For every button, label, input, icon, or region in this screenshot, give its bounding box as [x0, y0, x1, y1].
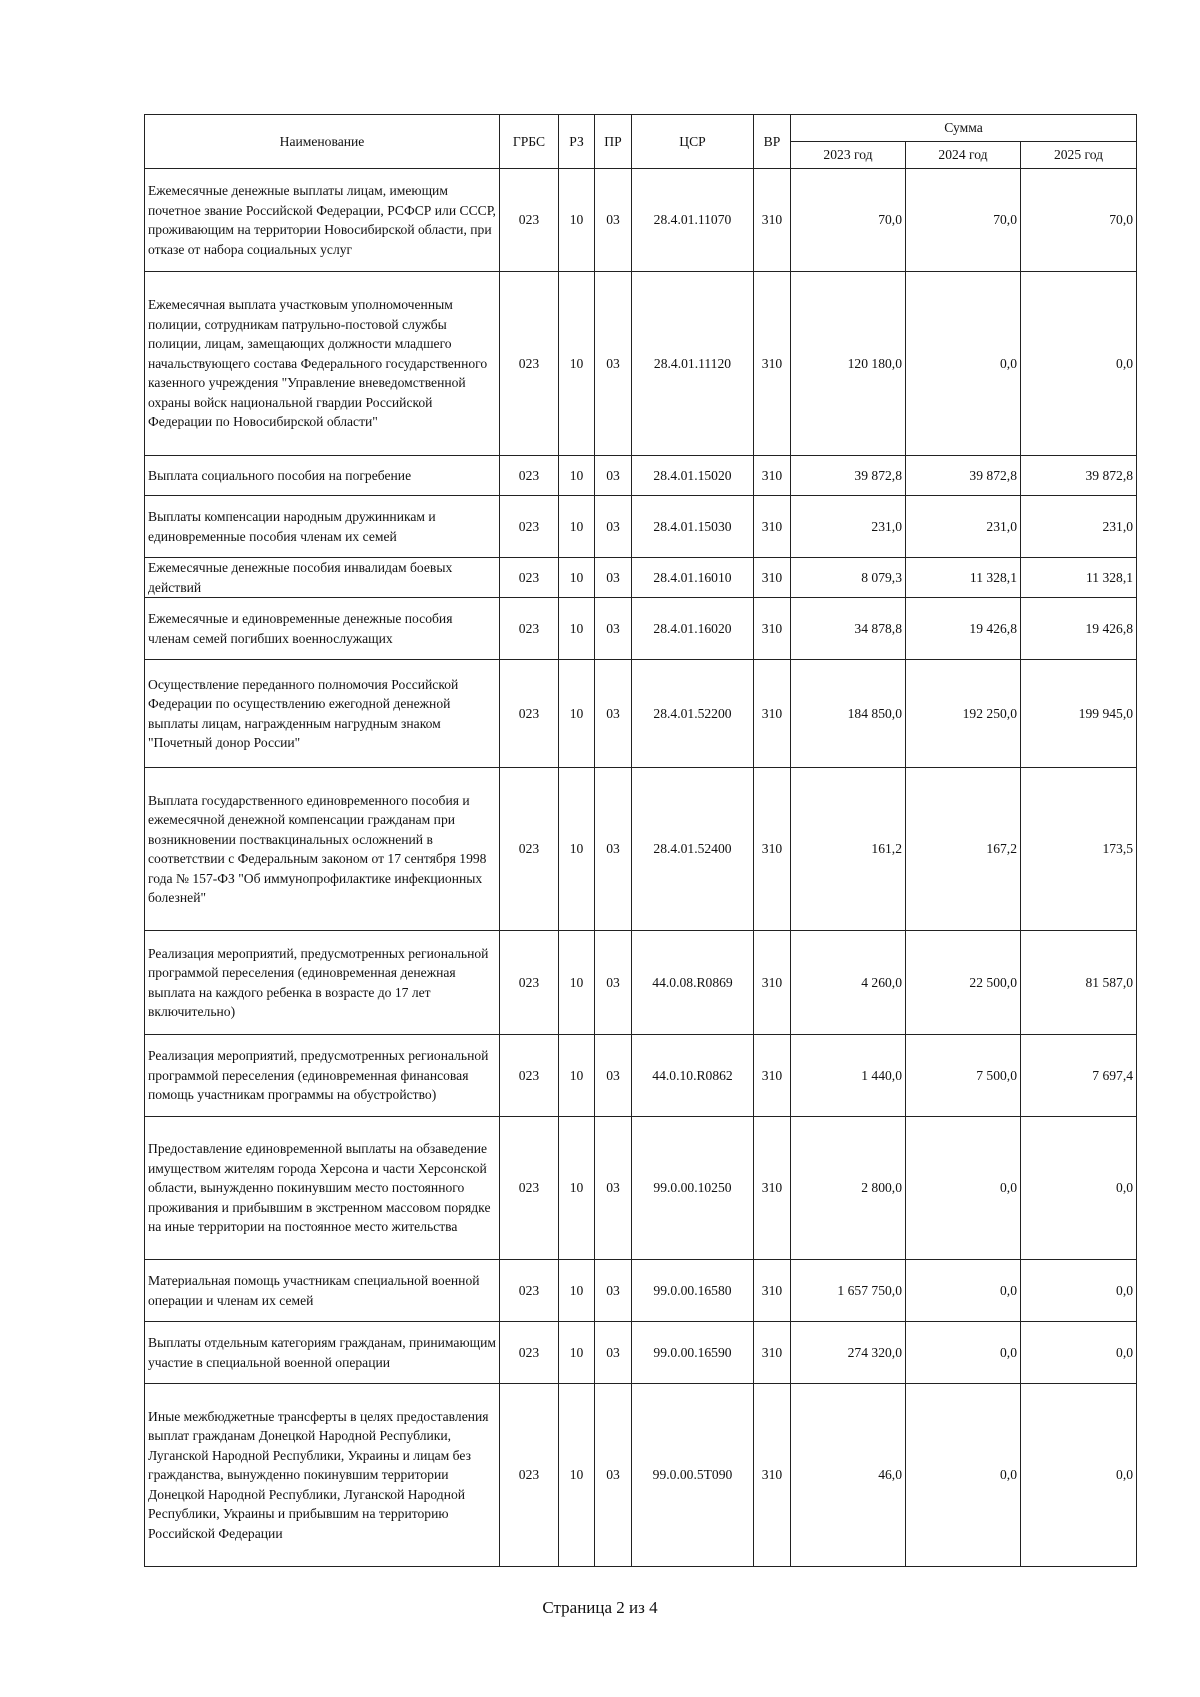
- row-sum-2024: 11 328,1: [906, 558, 1021, 598]
- row-rz: 10: [559, 1117, 595, 1260]
- row-csr: 44.0.10.R0862: [632, 1035, 754, 1117]
- row-grbs: 023: [500, 931, 559, 1035]
- row-sum-2023: 184 850,0: [791, 660, 906, 768]
- row-sum-2024: 7 500,0: [906, 1035, 1021, 1117]
- row-pr: 03: [595, 931, 632, 1035]
- row-pr: 03: [595, 660, 632, 768]
- row-sum-2025: 231,0: [1021, 496, 1137, 558]
- row-pr: 03: [595, 1322, 632, 1384]
- header-csr: ЦСР: [632, 115, 754, 169]
- row-sum-2023: 120 180,0: [791, 272, 906, 456]
- row-pr: 03: [595, 598, 632, 660]
- row-pr: 03: [595, 1035, 632, 1117]
- row-sum-2025: 0,0: [1021, 1260, 1137, 1322]
- row-sum-2024: 0,0: [906, 272, 1021, 456]
- row-csr: 28.4.01.16010: [632, 558, 754, 598]
- row-grbs: 023: [500, 1117, 559, 1260]
- row-rz: 10: [559, 1035, 595, 1117]
- row-csr: 99.0.00.5Т090: [632, 1384, 754, 1567]
- table-row: [145, 1260, 1137, 1322]
- table-row: [145, 496, 1137, 558]
- row-sum-2025: 0,0: [1021, 1117, 1137, 1260]
- row-sum-2025: 39 872,8: [1021, 456, 1137, 496]
- row-sum-2023: 1 440,0: [791, 1035, 906, 1117]
- table-row: [145, 660, 1137, 768]
- row-sum-2024: 231,0: [906, 496, 1021, 558]
- row-vr: 310: [754, 456, 791, 496]
- row-sum-2024: 70,0: [906, 169, 1021, 272]
- row-vr: 310: [754, 272, 791, 456]
- row-csr: 28.4.01.16020: [632, 598, 754, 660]
- row-sum-2025: 0,0: [1021, 1322, 1137, 1384]
- row-grbs: 023: [500, 660, 559, 768]
- row-sum-2024: 0,0: [906, 1117, 1021, 1260]
- row-sum-2025: 19 426,8: [1021, 598, 1137, 660]
- row-sum-2023: 274 320,0: [791, 1322, 906, 1384]
- row-sum-2024: 0,0: [906, 1260, 1021, 1322]
- row-rz: 10: [559, 272, 595, 456]
- table-row: [145, 1384, 1137, 1567]
- row-name: Выплата государственного единовременного пособия и ежемесячной денежной компенсации гражданам при возникновении поствакцинальных осложнений в соответствии с Федеральным законом от 17 сентября 1998 года № 157-ФЗ "Об иммунопрофилактике инфекционных болезней": [145, 768, 500, 931]
- table-row: [145, 1322, 1137, 1384]
- row-name: Ежемесячная выплата участковым уполномоченным полиции, сотрудникам патрульно-постовой службы полиции, лицам, замещающих должности младшего начальствующего состава Федерального государственного казенного учреждения "Управление вневедомственной охраны войск национальной гвардии Российской Федерации по Новосибирской области": [145, 272, 500, 456]
- row-name: Предоставление единовременной выплаты на обзаведение имуществом жителям города Херсона и части Херсонской области, вынужденно покинувшим место постоянного проживания и прибывшим в экстренном массовом порядке на иные территории на постоянное место жительства: [145, 1117, 500, 1260]
- row-pr: 03: [595, 272, 632, 456]
- table-row: [145, 1035, 1137, 1117]
- row-grbs: 023: [500, 598, 559, 660]
- header-name: Наименование: [145, 115, 500, 169]
- header-rz: РЗ: [559, 115, 595, 169]
- row-rz: 10: [559, 598, 595, 660]
- table-row: [145, 768, 1137, 931]
- row-name: Реализация мероприятий, предусмотренных региональной программой переселения (единовременная денежная выплата на каждого ребенка в возрасте до 17 лет включительно): [145, 931, 500, 1035]
- row-sum-2024: 19 426,8: [906, 598, 1021, 660]
- page-number: Страница 2 из 4: [542, 1598, 658, 1617]
- table-row: [145, 558, 1137, 598]
- row-name: Выплата социального пособия на погребение: [145, 456, 500, 496]
- budget-table: [144, 114, 1137, 1567]
- row-sum-2025: 7 697,4: [1021, 1035, 1137, 1117]
- row-name: Иные межбюджетные трансферты в целях предоставления выплат гражданам Донецкой Народной Республики, Луганской Народной Республики, Украины и лицам без гражданства, вынужденно покинувшим территории Донецкой Народной Республики, Луганской Народной Республики, Украины и прибывшим на территорию Российской Федерации: [145, 1384, 500, 1567]
- row-rz: 10: [559, 456, 595, 496]
- row-pr: 03: [595, 456, 632, 496]
- row-sum-2024: 0,0: [906, 1322, 1021, 1384]
- row-sum-2023: 46,0: [791, 1384, 906, 1567]
- row-sum-2025: 11 328,1: [1021, 558, 1137, 598]
- row-name: Осуществление переданного полномочия Российской Федерации по осуществлению ежегодной денежной выплаты лицам, награжденным нагрудным знаком "Почетный донор России": [145, 660, 500, 768]
- row-grbs: 023: [500, 1035, 559, 1117]
- row-sum-2024: 167,2: [906, 768, 1021, 931]
- table-row: [145, 1117, 1137, 1260]
- row-name: Ежемесячные денежные пособия инвалидам боевых действий: [145, 558, 500, 598]
- row-rz: 10: [559, 931, 595, 1035]
- header-pr: ПР: [595, 115, 632, 169]
- row-csr: 28.4.01.15030: [632, 496, 754, 558]
- table-row: [145, 456, 1137, 496]
- row-csr: 99.0.00.10250: [632, 1117, 754, 1260]
- row-pr: 03: [595, 768, 632, 931]
- row-name: Ежемесячные и единовременные денежные пособия членам семей погибших военнослужащих: [145, 598, 500, 660]
- row-rz: 10: [559, 169, 595, 272]
- row-grbs: 023: [500, 169, 559, 272]
- row-rz: 10: [559, 1384, 595, 1567]
- row-name: Выплаты отдельным категориям гражданам, принимающим участие в специальной военной операции: [145, 1322, 500, 1384]
- table-row: [145, 272, 1137, 456]
- header-sum: Сумма: [791, 115, 1137, 142]
- row-csr: 28.4.01.52400: [632, 768, 754, 931]
- table-row: [145, 931, 1137, 1035]
- row-sum-2023: 1 657 750,0: [791, 1260, 906, 1322]
- header-year-2023: 2023 год: [791, 142, 906, 169]
- row-vr: 310: [754, 660, 791, 768]
- row-grbs: 023: [500, 456, 559, 496]
- row-rz: 10: [559, 496, 595, 558]
- header-grbs: ГРБС: [500, 115, 559, 169]
- row-csr: 28.4.01.11070: [632, 169, 754, 272]
- row-vr: 310: [754, 598, 791, 660]
- row-pr: 03: [595, 169, 632, 272]
- row-sum-2025: 0,0: [1021, 272, 1137, 456]
- row-csr: 28.4.01.15020: [632, 456, 754, 496]
- row-rz: 10: [559, 1322, 595, 1384]
- row-grbs: 023: [500, 1322, 559, 1384]
- row-sum-2025: 81 587,0: [1021, 931, 1137, 1035]
- row-sum-2023: 34 878,8: [791, 598, 906, 660]
- row-rz: 10: [559, 768, 595, 931]
- row-vr: 310: [754, 1384, 791, 1567]
- row-sum-2024: 0,0: [906, 1384, 1021, 1567]
- row-vr: 310: [754, 1260, 791, 1322]
- row-vr: 310: [754, 931, 791, 1035]
- row-sum-2023: 161,2: [791, 768, 906, 931]
- row-csr: 28.4.01.52200: [632, 660, 754, 768]
- row-rz: 10: [559, 1260, 595, 1322]
- row-pr: 03: [595, 1117, 632, 1260]
- row-name: Ежемесячные денежные выплаты лицам, имеющим почетное звание Российской Федерации, РСФСР или СССР, проживающим на территории Новосибирской области, при отказе от набора социальных услуг: [145, 169, 500, 272]
- row-vr: 310: [754, 169, 791, 272]
- row-grbs: 023: [500, 768, 559, 931]
- table-row: [145, 169, 1137, 272]
- row-pr: 03: [595, 1384, 632, 1567]
- row-sum-2023: 231,0: [791, 496, 906, 558]
- row-sum-2025: 70,0: [1021, 169, 1137, 272]
- row-pr: 03: [595, 558, 632, 598]
- row-sum-2023: 70,0: [791, 169, 906, 272]
- row-sum-2024: 39 872,8: [906, 456, 1021, 496]
- header-year-2025: 2025 год: [1021, 142, 1137, 169]
- table-body: [145, 169, 1137, 1567]
- row-csr: 44.0.08.R0869: [632, 931, 754, 1035]
- header-vr: ВР: [754, 115, 791, 169]
- row-csr: 99.0.00.16590: [632, 1322, 754, 1384]
- row-pr: 03: [595, 496, 632, 558]
- row-rz: 10: [559, 558, 595, 598]
- row-grbs: 023: [500, 1260, 559, 1322]
- row-grbs: 023: [500, 1384, 559, 1567]
- row-grbs: 023: [500, 558, 559, 598]
- row-csr: 99.0.00.16580: [632, 1260, 754, 1322]
- row-name: Выплаты компенсации народным дружинникам и единовременные пособия членам их семей: [145, 496, 500, 558]
- row-pr: 03: [595, 1260, 632, 1322]
- table-row: [145, 598, 1137, 660]
- row-grbs: 023: [500, 496, 559, 558]
- row-sum-2025: 0,0: [1021, 1384, 1137, 1567]
- row-vr: 310: [754, 1322, 791, 1384]
- row-name: Материальная помощь участникам специальной военной операции и членам их семей: [145, 1260, 500, 1322]
- row-sum-2023: 2 800,0: [791, 1117, 906, 1260]
- row-sum-2024: 22 500,0: [906, 931, 1021, 1035]
- row-grbs: 023: [500, 272, 559, 456]
- row-vr: 310: [754, 1035, 791, 1117]
- row-sum-2025: 199 945,0: [1021, 660, 1137, 768]
- row-sum-2023: 39 872,8: [791, 456, 906, 496]
- row-sum-2023: 8 079,3: [791, 558, 906, 598]
- row-rz: 10: [559, 660, 595, 768]
- row-vr: 310: [754, 1117, 791, 1260]
- row-vr: 310: [754, 768, 791, 931]
- row-csr: 28.4.01.11120: [632, 272, 754, 456]
- row-name: Реализация мероприятий, предусмотренных региональной программой переселения (единовременная финансовая помощь участникам программы на обустройство): [145, 1035, 500, 1117]
- row-vr: 310: [754, 558, 791, 598]
- header-year-2024: 2024 год: [906, 142, 1021, 169]
- row-sum-2024: 192 250,0: [906, 660, 1021, 768]
- row-vr: 310: [754, 496, 791, 558]
- row-sum-2025: 173,5: [1021, 768, 1137, 931]
- row-sum-2023: 4 260,0: [791, 931, 906, 1035]
